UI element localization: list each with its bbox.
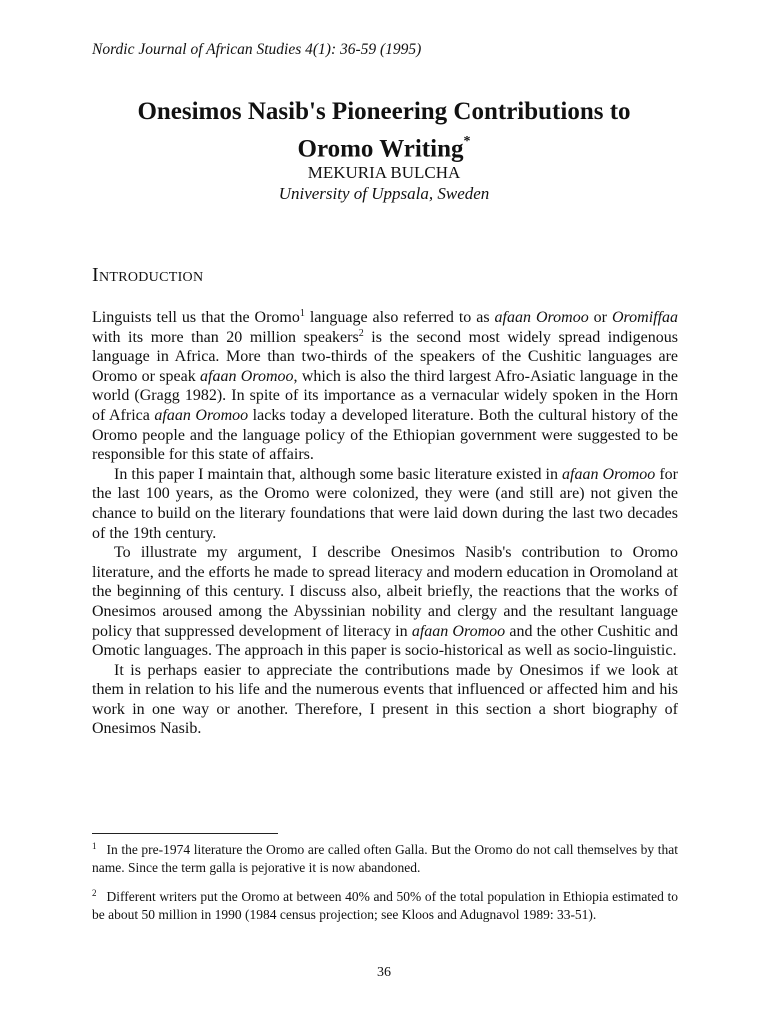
italic-term: afaan Oromoo: [562, 465, 656, 483]
article-title: [0, 96, 768, 165]
text-run: and the other Cushitic and Omotic languages. The approach in this paper is socio-historical as well as socio-linguistic.: [92, 622, 679, 660]
paragraph-3: [92, 543, 678, 661]
author-name: MEKURIA BULCHA: [307, 163, 461, 182]
footnote-mark: 2: [92, 888, 97, 898]
paragraph-2: [92, 465, 678, 543]
title-line-1: Onesimos Nasib's Pioneering Contributions to: [137, 98, 631, 125]
text-run: It is perhaps easier to appreciate the contributions made by Onesimos if we look at them in relation to his life and the numerous events that influenced or affected him and his work in one way or another. Therefore, I present in this section a short biography of Onesimos Nasib.: [92, 661, 678, 738]
text-run: Linguists tell us that the Oromo: [92, 309, 300, 326]
footnote-ref-2[interactable]: 2: [358, 327, 364, 339]
text-run: for the last 100 years, as the Oromo were colonized, they were (and still are) not given the chance to build on the literary foundations that were laid down during the last two decades of the 19th century.: [92, 465, 679, 542]
paragraph-4: [92, 661, 678, 739]
footnote-2: [92, 888, 678, 923]
text-run: , which is also the third largest Afro-Asiatic language in the world (Gragg 1982). In spite of its importance as a vernacular widely spoken in the Horn of Africa: [92, 367, 678, 424]
text-run: language also referred to as: [304, 309, 495, 326]
footnotes: [92, 841, 678, 923]
italic-term: afaan Oromoo: [154, 406, 249, 424]
title-footnote-mark: *: [463, 134, 471, 149]
title-line-2-text: Oromo Writing: [297, 135, 464, 163]
italic-term: afaan Oromoo: [200, 367, 294, 385]
title-line-2: [0, 128, 768, 165]
text-run: or: [588, 309, 612, 326]
journal-citation: Nordic Journal of African Studies 4(1): 36-59 (1995): [92, 41, 422, 58]
footnote-text: In the pre-1974 literature the Oromo are called often Galla. But the Oromo do not call themselves by that name. Since the term galla is pejorative it is now abandoned.: [92, 842, 678, 875]
text-run: is the second most widely spread indigenous language in Africa. More than two-thirds of the speakers of the Cushitic languages are Oromo or speak: [92, 328, 678, 385]
text-run: In this paper I maintain that, although some basic literature existed in: [114, 465, 563, 483]
body-text: [92, 308, 678, 739]
paragraph-1: [92, 308, 678, 465]
footnote-1: [92, 841, 678, 876]
text-run: lacks today a developed literature. Both the cultural history of the Oromo people and the language policy of the Ethiopian government were suggested to be responsible for this state of affairs.: [92, 406, 678, 464]
page-number: 36: [377, 965, 391, 980]
footnote-text: Different writers put the Oromo at between 40% and 50% of the total population in Ethiopia estimated to be about 50 million in 1990 (1984 census projection; see Kloos and Adugnavol 1989: 33-51).: [92, 889, 678, 922]
section-heading: Introduction: [92, 264, 204, 286]
italic-term: afaan Oromoo: [494, 309, 589, 326]
text-run: with its more than 20 million speakers: [92, 328, 359, 346]
text-run: To illustrate my argument, I describe Onesimos Nasib's contribution to Oromo literature, and the efforts he made to spread literacy and modern education in Oromoland at the beginning of this century. I discuss also, albeit briefly, the reactions that the works of Onesimos aroused among the Abyssinian nobility and clergy and the resultant language policy that suppressed development of literacy in: [92, 544, 678, 640]
footnote-mark: 1: [92, 841, 97, 851]
italic-term: Oromiffaa: [611, 309, 679, 326]
italic-term: afaan Oromoo: [411, 622, 506, 640]
author-affiliation: University of Uppsala, Sweden: [278, 184, 490, 203]
footnote-ref-1[interactable]: 1: [299, 308, 305, 319]
footnote-separator: [92, 833, 278, 834]
